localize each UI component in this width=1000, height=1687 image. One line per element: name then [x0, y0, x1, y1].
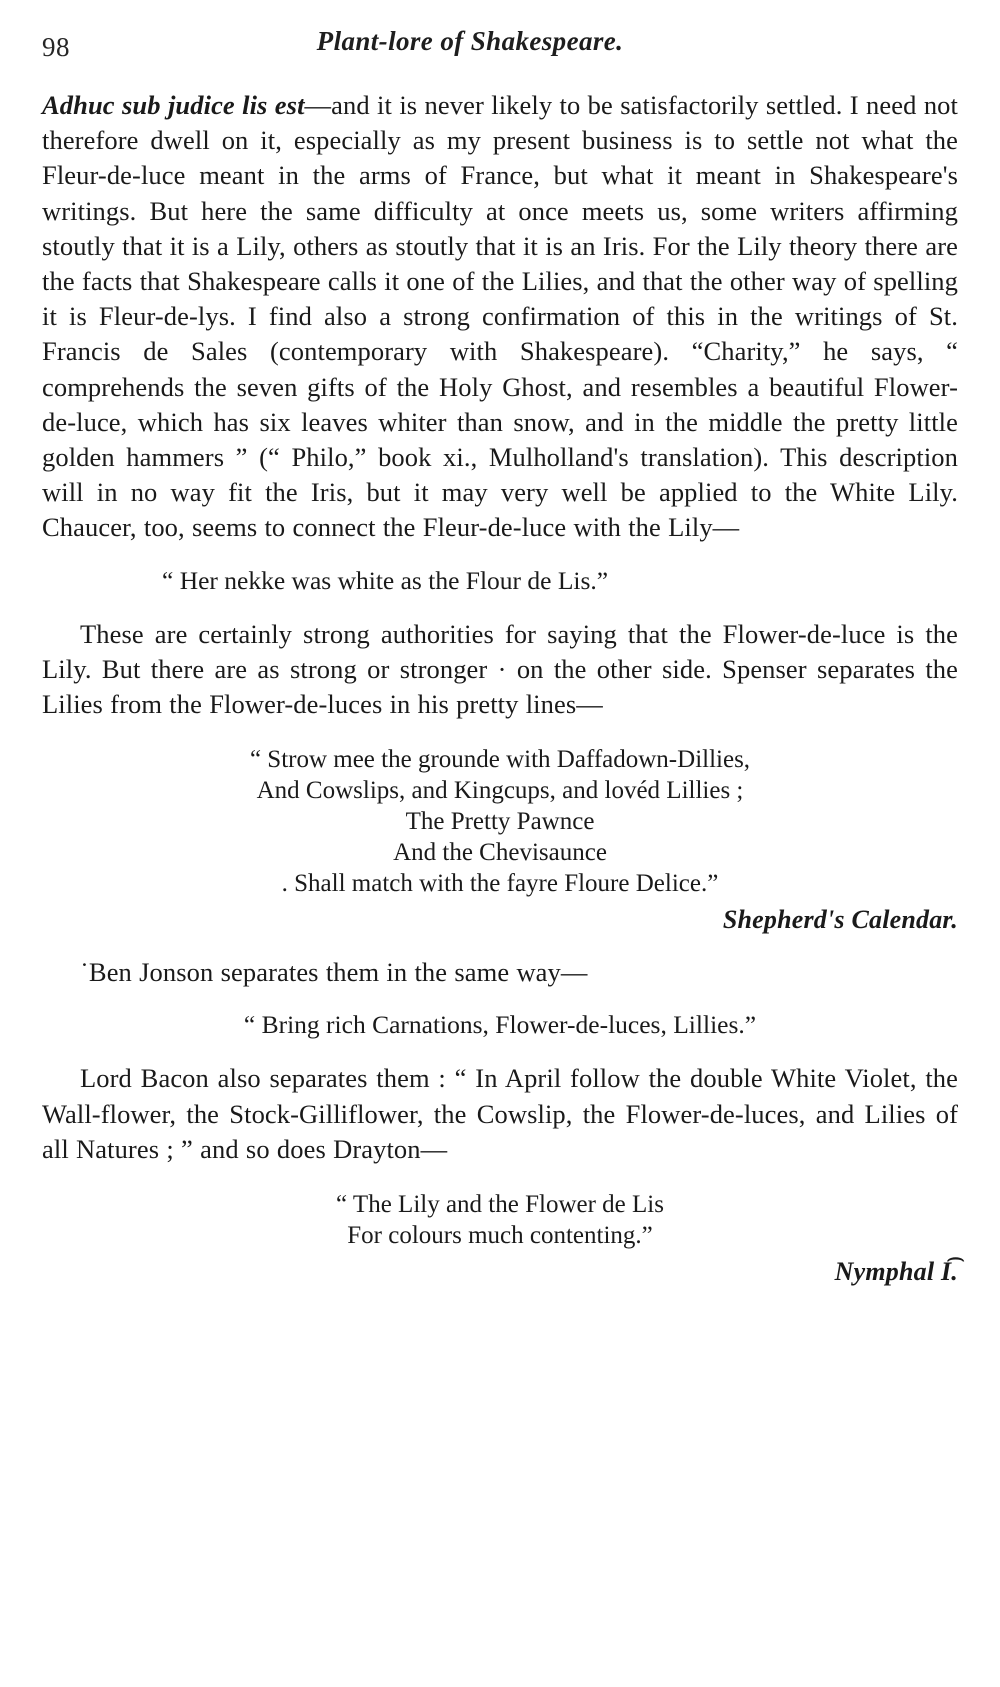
attribution-spenser: Shepherd's Calendar. [722, 905, 958, 935]
verse-line: . Shall match with the fayre Floure Delice.” [281, 870, 719, 898]
paragraph-1 [42, 88, 958, 546]
document-page [0, 18, 1000, 1687]
quote-jonson: “ Bring rich Carnations, Flower-de-luces, Lillies.” [243, 1010, 757, 1040]
page-header [42, 18, 958, 74]
quote-chaucer: “ Her nekke was white as the Flour de Lis.” [162, 565, 609, 595]
verse-line: For colours much contenting.” [347, 1222, 653, 1250]
spacer [42, 597, 958, 617]
paragraph-2: These are certainly strong authorities for saying that the Flower-de-luce is the Lily. But there are as strong or stronger · on the other side. Spenser separates the Lilies from the Flower-de-luces in his pretty lines— [42, 618, 958, 720]
latin-phrase: Adhuc sub judice lis est [42, 90, 305, 120]
running-title: Plant-lore of Shakespeare. [316, 26, 624, 56]
page-body [42, 88, 958, 1287]
verse-spenser [42, 744, 958, 899]
verse-line: “ The Lily and the Flower de Lis [336, 1191, 664, 1219]
spacer [42, 935, 958, 955]
verse-line: And the Chevisaunce [393, 839, 607, 867]
verse-drayton [42, 1189, 958, 1251]
page-number: 98 [42, 32, 70, 62]
verse-line: And Cowslips, and Kingcups, and lovéd Lillies ; [256, 777, 744, 805]
paragraph-3: ˙Ben Jonson separates them in the same way— [80, 957, 588, 988]
verse-line: “ Strow mee the grounde with Daffadown-Dillies, [249, 746, 751, 774]
paragraph-4: Lord Bacon also separates them : “ In April follow the double White Violet, the Wall-flower, the Stock-Gilliflower, the Cowslip, the Flower-de-luces, and Lilies of all Natures ; ” and so does Drayton— [42, 1063, 958, 1164]
paragraph-1-text: —and it is never likely to be satisfactorily settled. I need not therefore dwell on it, especially as my present business is to settle not what the Fleur-de-luce meant in the arms of France, but what it meant in Shakespeare's writings. But here the same difficulty at once meets us, some writers affirming stoutly that it is a Lily, others as stoutly that it is an Iris. For the Lily theory there are the facts that Shakespeare calls it one of the Lilies, and that the other way of spelling it is Fleur-de-lys. I find also a strong confirmation of this in the writings of St. Francis de Sales (contemporary with Shakespeare). “Charity,” he says, “ comprehends the seven gifts of the Holy Ghost, and resembles a beautiful Flower-de-luce, which has six leaves whiter than snow, and in the middle the pretty little golden hammers ” (“ Philo,” book xi., Mulholland's translation). This description will in no way fit the Iris, but it may very well be applied to the White Lily. Chaucer, too, seems to connect the Fleur-de-luce with the Lily— [42, 90, 958, 543]
spacer [42, 1041, 958, 1061]
attribution-drayton: Nymphal I͡. [834, 1257, 958, 1287]
verse-line: The Pretty Pawnce [405, 808, 595, 836]
